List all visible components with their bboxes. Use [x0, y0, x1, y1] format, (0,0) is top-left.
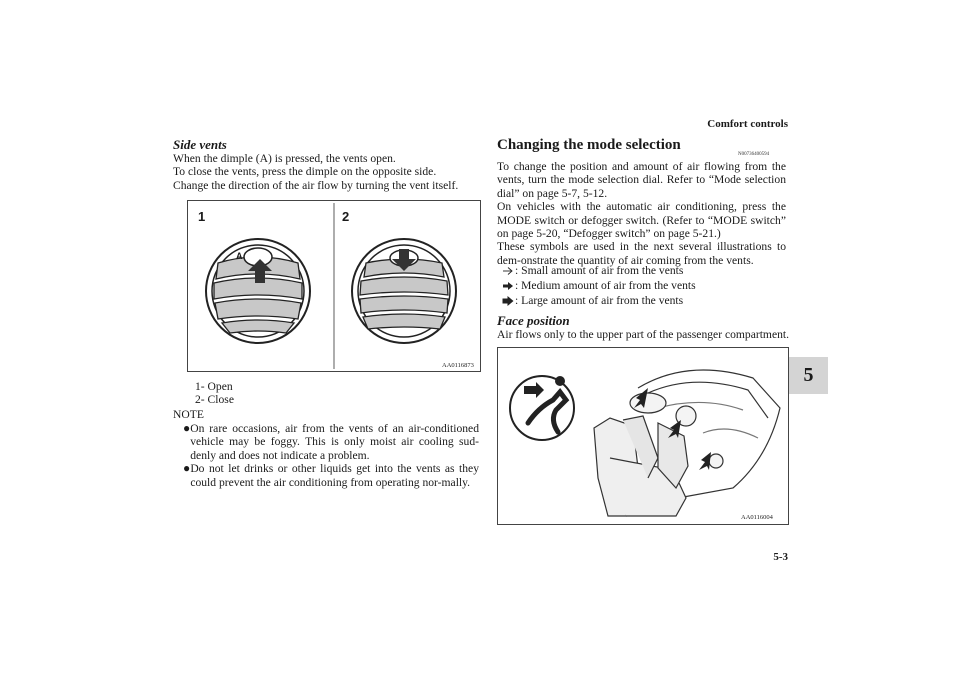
symbol-text-medium: : Medium amount of air from the vents [515, 278, 696, 292]
face-position-text: Air flows only to the upper part of the passenger compartment. [497, 328, 790, 341]
large-arrow-icon [501, 296, 515, 306]
bullet-icon: ● [183, 461, 191, 476]
face-position-heading: Face position [497, 313, 570, 328]
page-number: 5-3 [773, 551, 788, 563]
note-item-text: Do not let drinks or other liquids get into the vents as they could prevent the air conditioning from operating nor-mally. [190, 462, 479, 489]
figure-legend [195, 380, 234, 407]
panel-2-label: 2 [342, 209, 350, 224]
airflow-symbol-list [501, 263, 696, 308]
mode-para-2: On vehicles with the automatic air conditioning, press the MODE switch or defogger switch. (Refer to “MODE switch” on page 5-20, “Defogger switch” on page 5-21.) [497, 200, 786, 241]
face-position-figure [497, 347, 789, 525]
side-vent-illustration [188, 201, 480, 371]
running-header: Comfort controls [707, 118, 788, 130]
mode-para-3: These symbols are used in the next several illustrations to dem-onstrate the quantity of air coming from the vents. [497, 240, 786, 267]
note-item [183, 421, 479, 462]
cabin-drawing [594, 370, 780, 516]
symbol-text-large: : Large amount of air from the vents [515, 293, 684, 307]
legend-item-open: 1- Open [195, 380, 233, 393]
chapter-tab: 5 [789, 357, 828, 394]
figure-code: AA0116873 [442, 362, 474, 369]
side-vents-para-2: To close the vents, press the dimple on the opposite side. [173, 165, 437, 179]
note-item-text: On rare occasions, air from the vents of an air-conditioned vehicle may be foggy. This is only moist air cooling sud-denly and does not indicate a problem. [190, 422, 479, 462]
side-vents-para-1: When the dimple (A) is pressed, the vents open. [173, 152, 396, 165]
callout-a: A [236, 251, 243, 261]
reference-code: N00736400594 [738, 152, 770, 157]
side-vents-heading: Side vents [173, 137, 227, 152]
note-item [183, 461, 479, 489]
symbol-row-large [501, 293, 696, 308]
bullet-icon: ● [183, 421, 191, 435]
symbol-row-medium [501, 278, 696, 293]
note-title: NOTE [173, 408, 204, 421]
vent-open-drawing [206, 239, 310, 343]
small-arrow-icon [501, 266, 515, 276]
symbol-row-small [501, 263, 696, 278]
side-vent-figure [187, 200, 481, 372]
side-vents-text [173, 152, 483, 192]
face-position-illustration [498, 348, 788, 524]
medium-arrow-icon [501, 281, 515, 291]
face-mode-icon [510, 376, 574, 440]
figure-code: AA0116004 [741, 514, 773, 521]
mode-selection-text [497, 160, 786, 267]
mode-para-1: To change the position and amount of air flowing from the vents, turn the mode selection dial. Refer to “Mode selection dial” on page 5-7, 5-12. [497, 160, 786, 200]
vent-close-drawing [352, 239, 456, 343]
side-vents-para-3: Change the direction of the air flow by turning the vent itself. [173, 178, 459, 192]
mode-selection-heading: Changing the mode selection [497, 137, 681, 153]
note-list [183, 421, 479, 489]
symbol-text-small: : Small amount of air from the vents [515, 263, 684, 277]
legend-item-close: 2- Close [195, 393, 234, 407]
panel-1-label: 1 [198, 209, 206, 224]
